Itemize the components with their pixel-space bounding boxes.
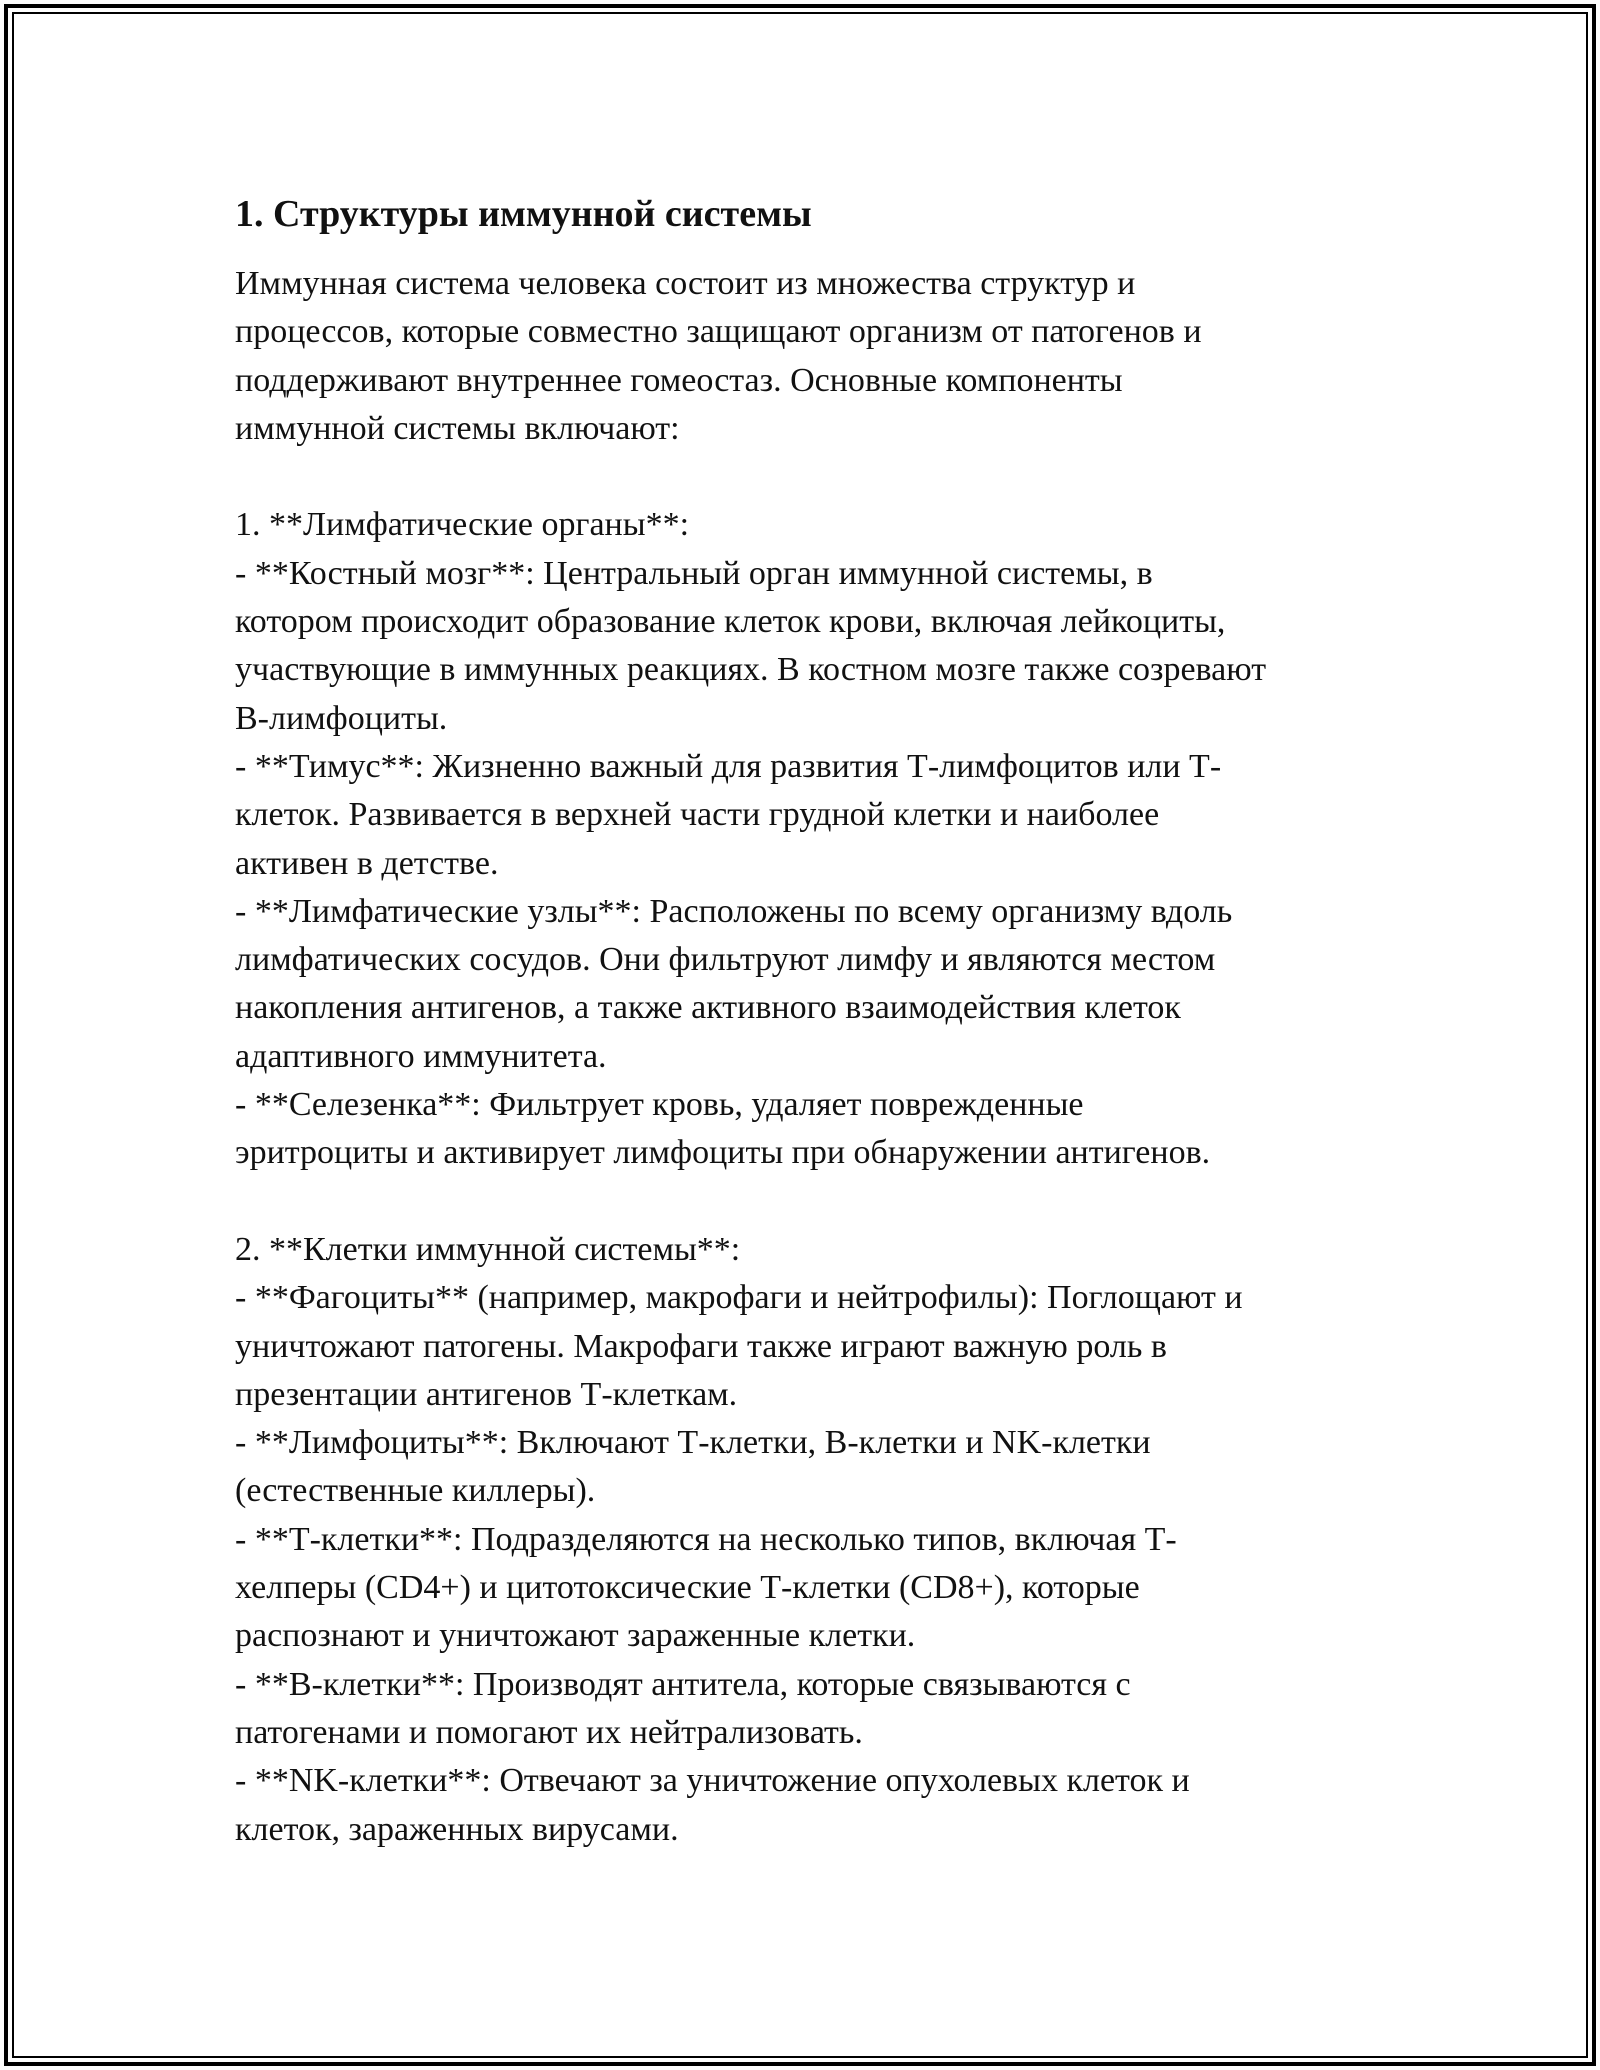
document-body	[235, 188, 1365, 1854]
section-heading: 1. Структуры иммунной системы	[235, 193, 812, 235]
section-text: Иммунная система человека состоит из множества структур и процессов, которые совместно защищают организм от патогенов и поддерживают внутреннее гомеостаз. Основные компоненты иммунной системы включают: 1. **Лимфатические органы**: - **Костный мозг**: Центральный орган иммунной системы, в котором происходит образование клеток крови, включая лейкоциты, участвующие в иммунных реакциях. В костном мозге также созревают В-лимфоциты. - **Тимус**: Жизненно важный для развития Т-лимфоцитов или Т- клеток. Развивается в верхней части грудной клетки и наиболее активен в детстве. - **Лимфатические узлы**: Расположены по всему организму вдоль лимфатических сосудов. Они фильтруют лимфу и являются местом накопления антигенов, а также активного взаимодействия клеток адаптивного иммунитета. - **Селезенка**: Фильтрует кровь, удаляет поврежденные эритроциты и активирует лимфоциты при обнаружении антигенов. 2. **Клетки иммунной системы**: - **Фагоциты** (например, макрофаги и нейтрофилы): Поглощают и уничтожают патогены. Макрофаги также играют важную роль в презентации антигенов Т-клеткам. - **Лимфоциты**: Включают Т-клетки, В-клетки и NK-клетки (естественные киллеры). - **Т-клетки**: Подразделяются на несколько типов, включая Т- хелперы (CD4+) и цитотоксические Т-клетки (CD8+), которые распознают и уничтожают зараженные клетки. - **В-клетки**: Производят антитела, которые связываются с патогенами и помогают их нейтрализовать. - **NK-клетки**: Отвечают за уничтожение опухолевых клеток и клеток, зараженных вирусами.	[235, 265, 1267, 1848]
